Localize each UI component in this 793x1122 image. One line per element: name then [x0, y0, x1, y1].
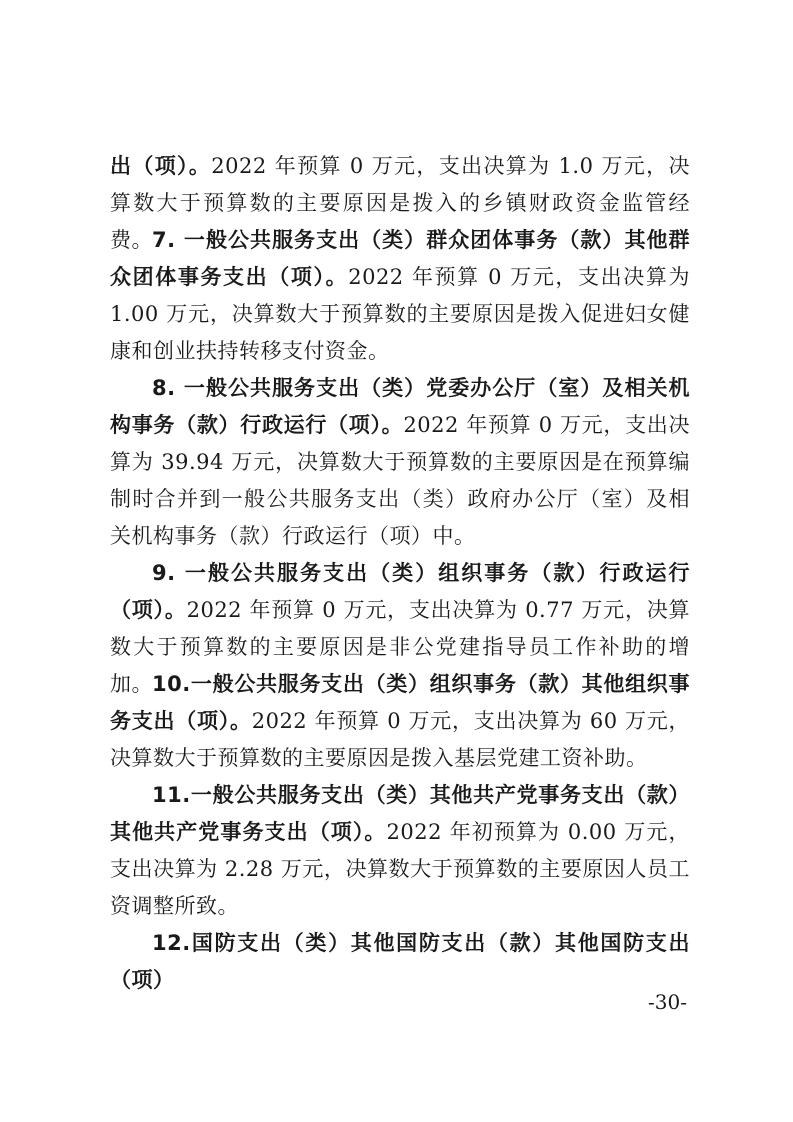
paragraph-body: 2022 年预算 0 万元，支出决算为 1.00 万元，决算数大于预算数的主要原因是拨入促进妇女健康和创业扶持转移支付资金。	[110, 265, 690, 363]
paragraph-heading: 出（项）。	[110, 154, 212, 178]
paragraph-body: 2022 年预算 0 万元，支出决算为 39.94 万元，决算数大于预算数的主要原因是在预算编制时合并到一般公共服务支出（类）政府办公厅（室）及相关机构事务（款）行政运行（项）中。	[110, 413, 690, 548]
paragraph-heading: 10.一般公共服务支出（类）组织事务（款）其他组织事务支出（项）。	[110, 672, 690, 733]
page-number: -30-	[648, 990, 687, 1014]
paragraph-body: 2022 年预算 0 万元，支出决算为 60 万元，决算数大于预算数的主要原因是拨入基层党建工资补助。	[110, 709, 691, 770]
paragraph-body: 2022 年初预算为 0.00 万元，支出决算为 2.28 万元，决算数大于预算数的主要原因人员工资调整所致。	[110, 820, 690, 918]
paragraph-item-7	[110, 222, 690, 370]
paragraph-item-12	[110, 925, 690, 999]
paragraph-item-8	[110, 370, 690, 555]
paragraph-item-11	[110, 777, 690, 925]
paragraph-heading: 7. 一般公共服务支出（类）群众团体事务（款）其他群众团体事务支出（项）。	[110, 228, 690, 289]
paragraph-item-10	[110, 666, 690, 777]
paragraph-body: 2022 年预算 0 万元，支出决算为 0.77 万元，决算数大于预算数的主要原因是非公党建指导员工作补助的增加。	[110, 598, 690, 696]
paragraph-heading: 11.一般公共服务支出（类）其他共产党事务支出（款）其他共产党事务支出（项）。	[110, 783, 690, 844]
paragraph-body: 2022 年预算 0 万元，支出决算为 1.0 万元，决算数大于预算数的主要原因是拨入的乡镇财政资金监管经费。	[110, 154, 691, 252]
paragraph-heading: 8. 一般公共服务支出（类）党委办公厅（室）及相关机构事务（款）行政运行（项）。	[110, 376, 690, 437]
paragraph-heading: 12.国防支出（类）其他国防支出（款）其他国防支出（项）	[110, 931, 690, 992]
paragraph-heading: 9. 一般公共服务支出（类）组织事务（款）行政运行（项）。	[110, 561, 690, 622]
